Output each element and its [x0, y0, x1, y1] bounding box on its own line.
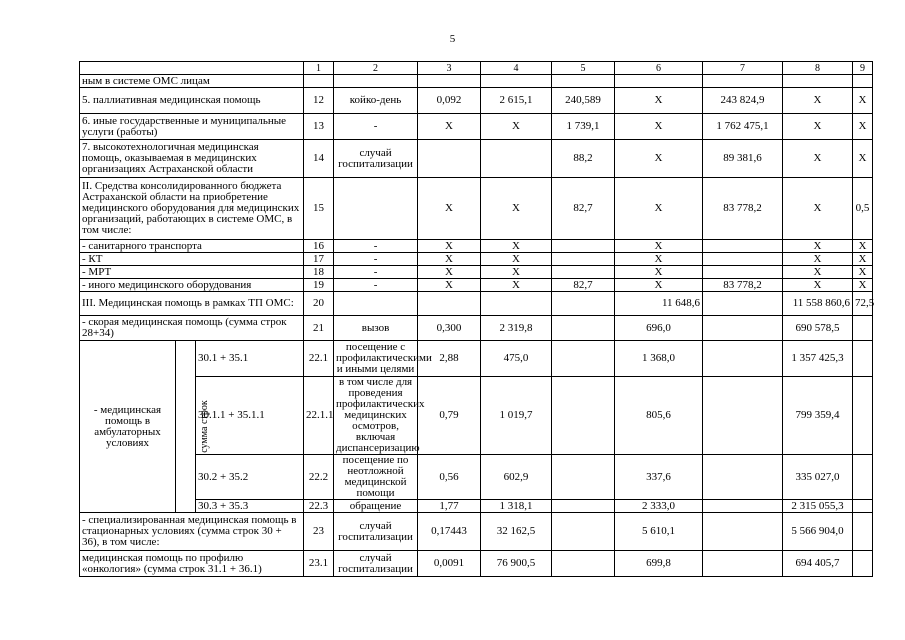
value-cell: 0,56	[418, 455, 481, 500]
value-cell: X	[853, 253, 873, 266]
value-cell: X	[783, 140, 853, 178]
row-label: II. Средства консолидированного бюджета Астраханской области на приобретение медицинского оборудования для медицинских организаций, работающих в системе ОМС, в том числе:	[80, 178, 304, 240]
row-number: 19	[304, 279, 334, 292]
value-cell: 475,0	[481, 341, 552, 377]
cell-empty	[552, 500, 615, 513]
cell-empty	[334, 75, 418, 88]
cell-empty	[703, 75, 783, 88]
row-number: 16	[304, 240, 334, 253]
cell-empty	[615, 75, 703, 88]
value-cell: 11 648,6	[615, 292, 703, 316]
unit-cell: -	[334, 114, 418, 140]
value-cell: 2 615,1	[481, 88, 552, 114]
cell-empty	[703, 500, 783, 513]
value-cell: 0,092	[418, 88, 481, 114]
value-cell: X	[853, 266, 873, 279]
value-cell: 243 824,9	[703, 88, 783, 114]
value-cell: 76 900,5	[481, 551, 552, 577]
table-row	[80, 279, 873, 292]
value-cell: 1 357 425,3	[783, 341, 853, 377]
table-row	[80, 292, 873, 316]
value-cell: X	[853, 240, 873, 253]
header-cell: 7	[703, 62, 783, 75]
cell-empty	[552, 316, 615, 341]
cell-empty	[853, 377, 873, 455]
table-row	[80, 455, 873, 500]
table-row	[80, 253, 873, 266]
unit-cell: вызов	[334, 316, 418, 341]
table-row	[80, 140, 873, 178]
table-row	[80, 114, 873, 140]
row-label: 5. паллиативная медицинская помощь	[80, 88, 304, 114]
value-cell: 82,7	[552, 178, 615, 240]
value-cell: 240,589	[552, 88, 615, 114]
row-number: 23	[304, 513, 334, 551]
value-cell: 5 610,1	[615, 513, 703, 551]
value-cell: X	[783, 253, 853, 266]
unit-cell: случай госпитализации	[334, 140, 418, 178]
unit-cell: -	[334, 279, 418, 292]
value-cell: X	[615, 88, 703, 114]
cell-empty	[703, 240, 783, 253]
value-cell: X	[615, 266, 703, 279]
row-number: 15	[304, 178, 334, 240]
row-label: медицинская помощь по профилю «онкология» (сумма строк 31.1 + 36.1)	[80, 551, 304, 577]
value-cell: X	[615, 140, 703, 178]
value-cell: X	[853, 279, 873, 292]
table-row	[80, 513, 873, 551]
cell-empty	[703, 341, 783, 377]
value-cell: 805,6	[615, 377, 703, 455]
cell-empty	[418, 75, 481, 88]
value-cell: X	[481, 178, 552, 240]
value-cell: X	[615, 279, 703, 292]
header-cell: 5	[552, 62, 615, 75]
table-row	[80, 316, 873, 341]
value-cell: 82,7	[552, 279, 615, 292]
value-cell: X	[418, 253, 481, 266]
value-cell: X	[418, 240, 481, 253]
value-cell: 694 405,7	[783, 551, 853, 577]
value-cell: 2,88	[418, 341, 481, 377]
unit-cell: посещение с профилактическими и иными целями	[334, 341, 418, 377]
cell-empty	[304, 75, 334, 88]
cell-empty	[552, 455, 615, 500]
value-cell: 602,9	[481, 455, 552, 500]
page-number: 5	[449, 33, 456, 45]
header-cell: 1	[304, 62, 334, 75]
value-cell: 88,2	[552, 140, 615, 178]
value-cell: 83 778,2	[703, 178, 783, 240]
value-cell: X	[418, 266, 481, 279]
value-cell: 2 319,8	[481, 316, 552, 341]
cell-empty	[552, 341, 615, 377]
row-label: - скорая медицинская помощь (сумма строк 28+34)	[80, 316, 304, 341]
value-cell: 5 566 904,0	[783, 513, 853, 551]
cell-empty	[481, 292, 552, 316]
header-cell: 4	[481, 62, 552, 75]
value-cell: X	[853, 114, 873, 140]
row-number: 22.2	[304, 455, 334, 500]
table-row	[80, 551, 873, 577]
value-cell: 89 381,6	[703, 140, 783, 178]
value-cell: X	[481, 279, 552, 292]
cell-empty	[552, 551, 615, 577]
value-cell: X	[783, 279, 853, 292]
value-cell: 11 558 860,6	[783, 292, 853, 316]
value-cell: X	[783, 266, 853, 279]
cell-empty	[552, 240, 615, 253]
cell-empty	[418, 292, 481, 316]
value-cell: X	[615, 253, 703, 266]
unit-cell: случай госпитализации	[334, 551, 418, 577]
table-row	[80, 500, 873, 513]
unit-cell: обращение	[334, 500, 418, 513]
cell-empty	[703, 253, 783, 266]
header-row	[80, 62, 873, 75]
table-row	[80, 178, 873, 240]
unit-cell: в том числе для проведения профилактических медицинских осмотров, включая диспансеризацию	[334, 377, 418, 455]
row-number: 14	[304, 140, 334, 178]
row-number: 23.1	[304, 551, 334, 577]
row-number: 22.1.1	[304, 377, 334, 455]
row-label: 7. высокотехнологичная медицинская помощь, оказываемая в медицинских организациях Астраханской области	[80, 140, 304, 178]
value-cell: 1,77	[418, 500, 481, 513]
cell-empty	[703, 292, 783, 316]
value-cell: 1 019,7	[481, 377, 552, 455]
value-cell: 690 578,5	[783, 316, 853, 341]
cell-empty	[334, 178, 418, 240]
cell-empty	[418, 140, 481, 178]
unit-cell: посещение по неотложной медицинской помощи	[334, 455, 418, 500]
value-cell: X	[615, 240, 703, 253]
row-label: - специализированная медицинская помощь в стационарных условиях (сумма строк 30 + 36), в том числе:	[80, 513, 304, 551]
value-cell: 1 739,1	[552, 114, 615, 140]
cell-empty	[552, 75, 615, 88]
sum-formula: 30.3 + 35.3	[196, 500, 304, 513]
value-cell: X	[615, 114, 703, 140]
cell-empty	[703, 513, 783, 551]
sum-formula: 30.1.1 + 35.1.1	[196, 377, 304, 455]
value-cell: X	[783, 240, 853, 253]
value-cell: 799 359,4	[783, 377, 853, 455]
value-cell: X	[783, 114, 853, 140]
value-cell: X	[418, 114, 481, 140]
cell-empty	[481, 75, 552, 88]
row-label: III. Медицинская помощь в рамках ТП ОМС:	[80, 292, 304, 316]
value-cell: 2 315 055,3	[783, 500, 853, 513]
value-cell: 0,5	[853, 178, 873, 240]
header-cell: 8	[783, 62, 853, 75]
row-number: 18	[304, 266, 334, 279]
cell-empty	[703, 266, 783, 279]
value-cell: X	[853, 140, 873, 178]
cell-empty	[853, 316, 873, 341]
value-cell: X	[481, 114, 552, 140]
cell-empty	[853, 500, 873, 513]
row-number: 22.1	[304, 341, 334, 377]
table-row	[80, 88, 873, 114]
cell-empty	[552, 266, 615, 279]
unit-cell: -	[334, 266, 418, 279]
value-cell: X	[418, 178, 481, 240]
cell-empty	[853, 455, 873, 500]
cell-empty	[853, 513, 873, 551]
value-cell: X	[481, 266, 552, 279]
row-number: 21	[304, 316, 334, 341]
cell-empty	[703, 316, 783, 341]
unit-cell: случай госпитализации	[334, 513, 418, 551]
value-cell: 72,5	[853, 292, 873, 316]
value-cell: 699,8	[615, 551, 703, 577]
cell-empty	[334, 292, 418, 316]
value-cell: X	[418, 279, 481, 292]
value-cell: 0,0091	[418, 551, 481, 577]
header-cell: 6	[615, 62, 703, 75]
header-cell: 9	[853, 62, 873, 75]
cell-empty	[853, 341, 873, 377]
cell-empty	[552, 513, 615, 551]
sum-formula: 30.1 + 35.1	[196, 341, 304, 377]
value-cell: 0,300	[418, 316, 481, 341]
value-cell: 335 027,0	[783, 455, 853, 500]
row-label: - КТ	[80, 253, 304, 266]
row-label: 6. иные государственные и муниципальные услуги (работы)	[80, 114, 304, 140]
unit-cell: -	[334, 253, 418, 266]
budget-table	[79, 61, 873, 577]
row-number: 22.3	[304, 500, 334, 513]
value-cell: 0,17443	[418, 513, 481, 551]
ambulatory-group-label: - медицинская помощь в амбулаторных условиях	[80, 341, 176, 513]
cell-empty	[703, 551, 783, 577]
value-cell: 83 778,2	[703, 279, 783, 292]
value-cell: 2 333,0	[615, 500, 703, 513]
row-number: 12	[304, 88, 334, 114]
row-number: 17	[304, 253, 334, 266]
value-cell: 1 762 475,1	[703, 114, 783, 140]
unit-cell: -	[334, 240, 418, 253]
value-cell: 0,79	[418, 377, 481, 455]
row-label: ным в системе ОМС лицам	[80, 75, 304, 88]
value-cell: X	[615, 178, 703, 240]
cell-empty	[552, 292, 615, 316]
header-cell: 2	[334, 62, 418, 75]
sum-rows-label: сумма строк	[176, 341, 196, 513]
table-row	[80, 240, 873, 253]
value-cell: X	[783, 88, 853, 114]
value-cell: 696,0	[615, 316, 703, 341]
header-cell-blank	[80, 62, 304, 75]
header-cell: 3	[418, 62, 481, 75]
row-number: 13	[304, 114, 334, 140]
cell-empty	[783, 75, 853, 88]
value-cell: 32 162,5	[481, 513, 552, 551]
cell-empty	[552, 253, 615, 266]
value-cell: 1 368,0	[615, 341, 703, 377]
value-cell: 1 318,1	[481, 500, 552, 513]
unit-cell: койко-день	[334, 88, 418, 114]
table-row	[80, 266, 873, 279]
row-label: - иного медицинского оборудования	[80, 279, 304, 292]
cell-empty	[853, 75, 873, 88]
cell-empty	[703, 455, 783, 500]
cell-empty	[853, 551, 873, 577]
value-cell: X	[853, 88, 873, 114]
cell-empty	[481, 140, 552, 178]
sum-formula: 30.2 + 35.2	[196, 455, 304, 500]
value-cell: X	[481, 240, 552, 253]
value-cell: 337,6	[615, 455, 703, 500]
value-cell: X	[481, 253, 552, 266]
cell-empty	[703, 377, 783, 455]
row-label: - МРТ	[80, 266, 304, 279]
cell-empty	[552, 377, 615, 455]
value-cell: X	[783, 178, 853, 240]
row-number: 20	[304, 292, 334, 316]
table-row	[80, 75, 873, 88]
table-row	[80, 341, 873, 377]
row-label: - санитарного транспорта	[80, 240, 304, 253]
